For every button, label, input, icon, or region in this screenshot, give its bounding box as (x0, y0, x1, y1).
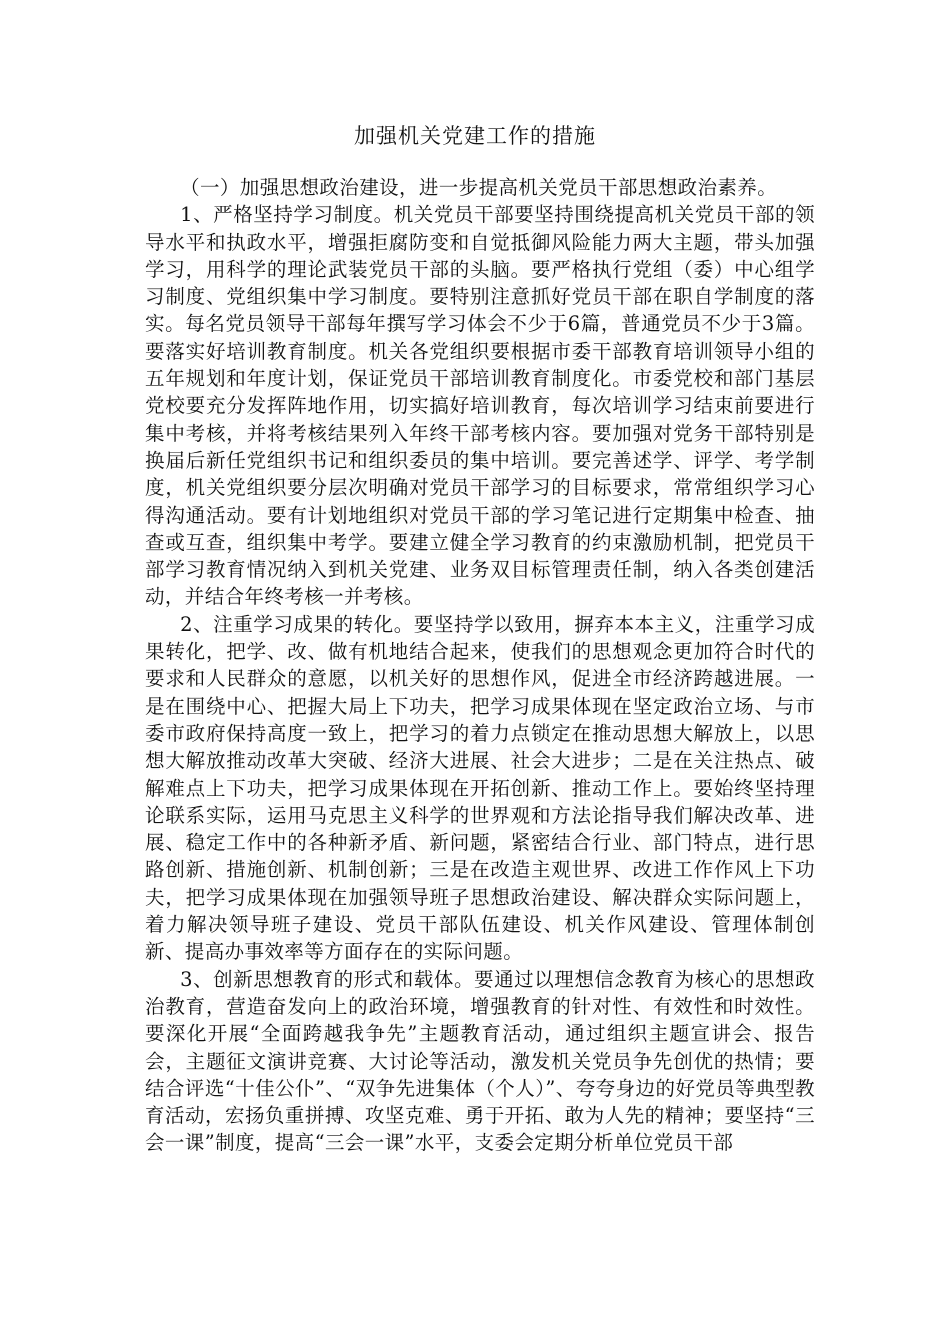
document-title: 加强机关党建工作的措施 (354, 124, 596, 148)
paragraph-study-results: 2、注重学习成果的转化。要坚持学以致用，摒弃本本主义，注重学习成果转化，把学、改、做有机地结合起来，使我们的思想观念更加符合时代的要求和人民群众的意愿，以机关好的思想作风，促进全市经济跨越进展。一是在围绕中心、把握大局上下功夫，把学习成果体现在坚定政治立场、与市委市政府保持高度一致上，把学习的着力点锁定在推动思想大解放上，以思想大解放推动改革大突破、经济大进展、社会大进步；二是在关注热点、破解难点上下功夫，把学习成果体现在开拓创新、推动工作上。要始终坚持理论联系实际，运用马克思主义科学的世界观和方法论指导我们解决改革、进展、稳定工作中的各种新矛盾、新问题，紧密结合行业、部门特点，进行思路创新、措施创新、机制创新；三是在改造主观世界、改进工作作风上下功夫，把学习成果体现在加强领导班子思想政治建设、解决群众实际问题上，着力解决领导班子建设、党员干部队伍建设、机关作风建设、管理体制创新、提高办事效率等方面存在的实际问题。 (145, 612, 815, 964)
document-body (145, 174, 815, 1157)
paragraph-study-system: 1、严格坚持学习制度。机关党员干部要坚持围绕提高机关党员干部的领导水平和执政水平，增强拒腐防变和自觉抵御风险能力两大主题，带头加强学习，用科学的理论武装党员干部的头脑。要严格执行党组（委）中心组学习制度、党组织集中学习制度。要特别注意抓好党员干部在职自学制度的落实。每名党员领导干部每年撰写学习体会不少于6篇，普通党员不少于3篇。要落实好培训教育制度。机关各党组织要根据市委干部教育培训领导小组的五年规划和年度计划，保证党员干部培训教育制度化。市委党校和部门基层党校要充分发挥阵地作用，切实搞好培训教育，每次培训学习结束前要进行集中考核，并将考核结果列入年终干部考核内容。要加强对党务干部特别是换届后新任党组织书记和组织委员的集中培训。要完善述学、评学、考学制度，机关党组织要分层次明确对党员干部学习的目标要求，常常组织学习心得沟通活动。要有计划地组织对党员干部的学习笔记进行定期集中检查、抽查或互查，组织集中考学。要建立健全学习教育的约束激励机制，把党员干部学习教育情况纳入到机关党建、业务双目标管理责任制，纳入各类创建活动，并结合年终考核一并考核。 (145, 203, 815, 609)
section-heading-paragraph: （一）加强思想政治建设，进一步提高机关党员干部思想政治素养。 (180, 176, 778, 199)
paragraph-education-forms: 3、创新思想教育的形式和载体。要通过以理想信念教育为核心的思想政治教育，营造奋发向上的政治环境，增强教育的针对性、有效性和时效性。要深化开展“全面跨越我争先”主题教育活动，通过组织主题宣讲会、报告会，主题征文演讲竞赛、大讨论等活动，激发机关党员争先创优的热情；要结合评选“十佳公仆”、“双争先进集体（个人）”、夸夸身边的好党员等典型教育活动，宏扬负重拼搏、攻坚克难、勇于开拓、敢为人先的精神；要坚持“三会一课”制度，提高“三会一课”水平，支委会定期分析单位党员干部 (145, 967, 815, 1155)
